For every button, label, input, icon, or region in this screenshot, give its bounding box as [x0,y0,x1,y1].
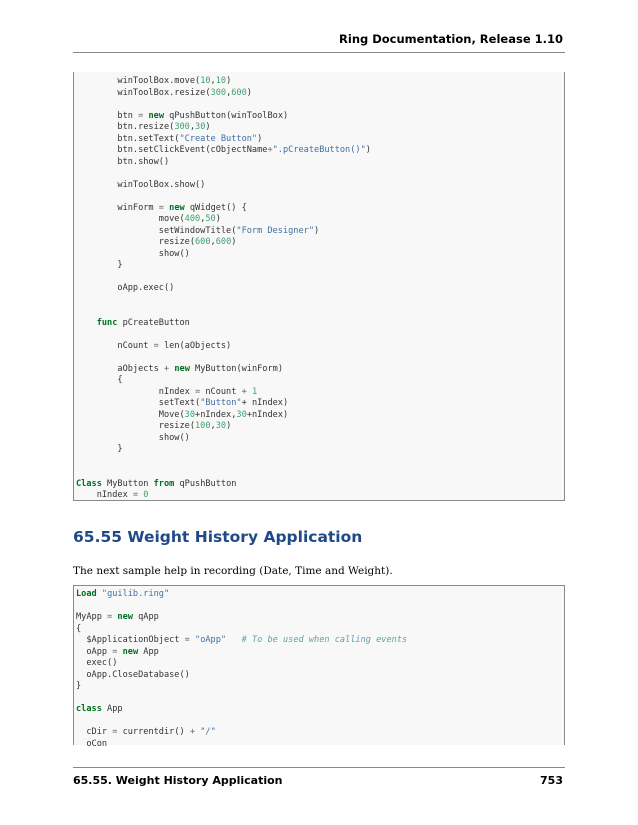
code-token: + [189,727,196,737]
code-token: 600 [195,237,211,247]
code-token: ) [226,421,232,431]
code-token: +nIndex) [246,409,289,420]
code-token: new [122,646,139,657]
code-token [76,318,97,328]
code-token: "Create Button" [179,133,258,144]
code-token: ) [365,145,371,155]
code-line [76,226,319,236]
code-token: new [174,363,190,374]
code-token: qWidget() { [184,202,247,213]
code-line [76,145,371,155]
code-token: ) [314,225,320,236]
code-token: + [241,386,247,397]
code-token: from [153,478,175,489]
code-line [76,249,190,259]
code-token: oApp.CloseDatabase() [76,669,190,680]
section-heading: 65.55 Weight History Application [73,528,363,546]
code-token: 100 [195,421,211,431]
code-line [76,410,288,420]
code-line [76,739,107,749]
code-token: setWindowTitle( [76,225,237,236]
page-number: 753 [540,774,563,787]
code-listing-1 [76,76,371,502]
code-token: +nIndex, [195,409,237,420]
code-token: App [138,646,159,657]
footer-section-title: 65.55. Weight History Application [73,774,283,787]
code-token: len(aObjects) [158,340,232,351]
code-token: 0 [143,490,149,500]
code-token: App [101,704,123,714]
code-line [76,375,123,385]
code-line [76,180,205,190]
code-token: btn.show() [76,156,170,167]
code-token: winToolBox.show() [76,179,206,190]
code-token: cDir [76,727,113,737]
code-token: show() [76,432,190,443]
code-token: pCreateButton [117,317,190,328]
code-token: nCount [200,386,242,397]
code-token: qPushButton [174,478,237,489]
code-token: oApp.exec() [76,283,175,293]
code-token: "oApp" [195,635,227,645]
code-token: MyApp [76,612,108,622]
code-token: MyButton [101,478,154,489]
code-block-1 [73,72,565,501]
code-line [76,111,288,121]
code-token: = [112,727,118,737]
code-token: 30 [184,409,196,420]
code-token: = [184,635,190,645]
code-token: currentdir() [117,727,190,737]
code-line [76,364,283,374]
code-line [76,88,252,98]
section-intro-paragraph: The next sample help in recording (Date, Time and Weight). [73,565,393,577]
code-listing-2 [76,589,407,750]
code-token: qApp [132,612,159,622]
code-token: btn [76,110,139,121]
code-token: + [163,363,170,374]
code-line [76,421,231,431]
code-line [76,122,211,132]
code-line [76,283,174,293]
code-line [76,681,81,691]
code-token: } [76,444,123,454]
code-token: = [132,490,139,500]
code-line [76,433,190,443]
code-token: resize( [76,421,195,431]
code-line [76,387,257,397]
code-token: = [138,110,144,121]
code-token: = [153,340,159,351]
page-header [73,30,565,53]
code-line [76,670,190,680]
code-token: 400 [184,214,201,224]
code-token: qPushButton(winToolBox) [164,110,289,121]
code-line [76,237,236,247]
code-token: "/" [200,727,216,737]
code-token: new [169,202,185,213]
code-token: , [210,421,216,431]
code-token: new [148,110,164,121]
code-token: oCon [76,738,108,749]
code-block-2 [73,585,565,749]
code-token: + [267,145,273,155]
code-token: Move( [76,409,185,420]
code-token: winForm [76,202,159,213]
code-token: winToolBox.resize( [76,87,211,98]
code-token: 300 [174,122,190,132]
code-line [76,260,123,270]
code-token: 30 [195,122,206,132]
code-token: { [76,623,82,634]
code-line [76,624,81,634]
code-token: # To be used when calling events [241,635,408,645]
code-token: ) [205,122,211,132]
code-token: winToolBox.move( [76,76,201,86]
code-line [76,612,159,622]
code-token: func [96,317,118,328]
code-token [226,635,242,645]
code-token: resize( [76,237,195,247]
code-line [76,214,221,224]
code-token: , [189,122,196,132]
code-token: , [210,237,216,247]
code-token: 300 [210,87,227,98]
page-footer [73,767,565,788]
code-line [76,727,216,737]
code-token: 50 [205,214,216,224]
code-token: = [112,646,118,657]
code-token: Class [76,478,102,489]
code-line [76,76,231,86]
code-token: exec() [76,658,118,668]
code-token: = [158,202,164,213]
code-token: nIndex [76,490,133,500]
code-token: } [76,681,82,691]
code-token: 600 [215,237,232,247]
code-token: MyButton(winForm) [189,363,284,374]
code-token: 10 [215,76,227,86]
code-token: btn.setText( [76,133,180,144]
code-token: 10 [200,76,211,86]
code-line [76,647,159,657]
code-token: ) [226,76,232,86]
code-token: btn.setClickEvent(cObjectName [76,145,268,155]
code-token: ) [231,237,237,247]
code-token: 30 [215,421,227,431]
code-token: $ApplicationObject [76,635,185,645]
code-token: "guilib.ring" [101,589,170,599]
code-token: Load [76,589,97,599]
code-token: ) [257,133,263,144]
code-token: new [117,612,133,622]
header-title: Ring Documentation, Release 1.10 [339,32,563,46]
code-token: aObjects [76,363,164,374]
code-line [76,134,262,144]
code-token: { [76,375,123,385]
code-token: ) [246,87,252,98]
code-token: "Button" [200,398,242,408]
code-token: setText( [76,398,201,408]
code-token: 30 [236,409,247,420]
code-token: ".pCreateButton()" [272,145,366,155]
code-line [76,444,123,454]
code-line [76,479,236,489]
code-token: move( [76,214,185,224]
code-line [76,398,288,408]
code-token: , [200,214,206,224]
code-line [76,203,247,213]
code-token: , [210,76,216,86]
code-token: 1 [251,386,258,397]
code-token: class [76,704,102,714]
code-token: = [107,612,113,622]
code-line [76,704,123,714]
code-line [76,658,117,668]
code-token: oApp [76,646,113,657]
code-token: btn.resize( [76,122,175,132]
code-line [76,341,231,351]
code-token: nIndex [76,386,195,397]
code-token: 600 [231,87,247,98]
code-line [76,157,169,167]
code-token: + nIndex) [241,398,289,408]
code-line [76,589,169,599]
code-token: nCount [76,340,154,351]
code-line [76,318,190,328]
code-token: , [226,87,232,98]
code-token: = [195,386,201,397]
code-token: } [76,260,123,270]
code-token: show() [76,248,190,259]
code-token: "Form Designer" [236,225,314,236]
code-line [76,635,407,645]
code-token: ) [215,214,221,224]
code-line [76,490,148,500]
